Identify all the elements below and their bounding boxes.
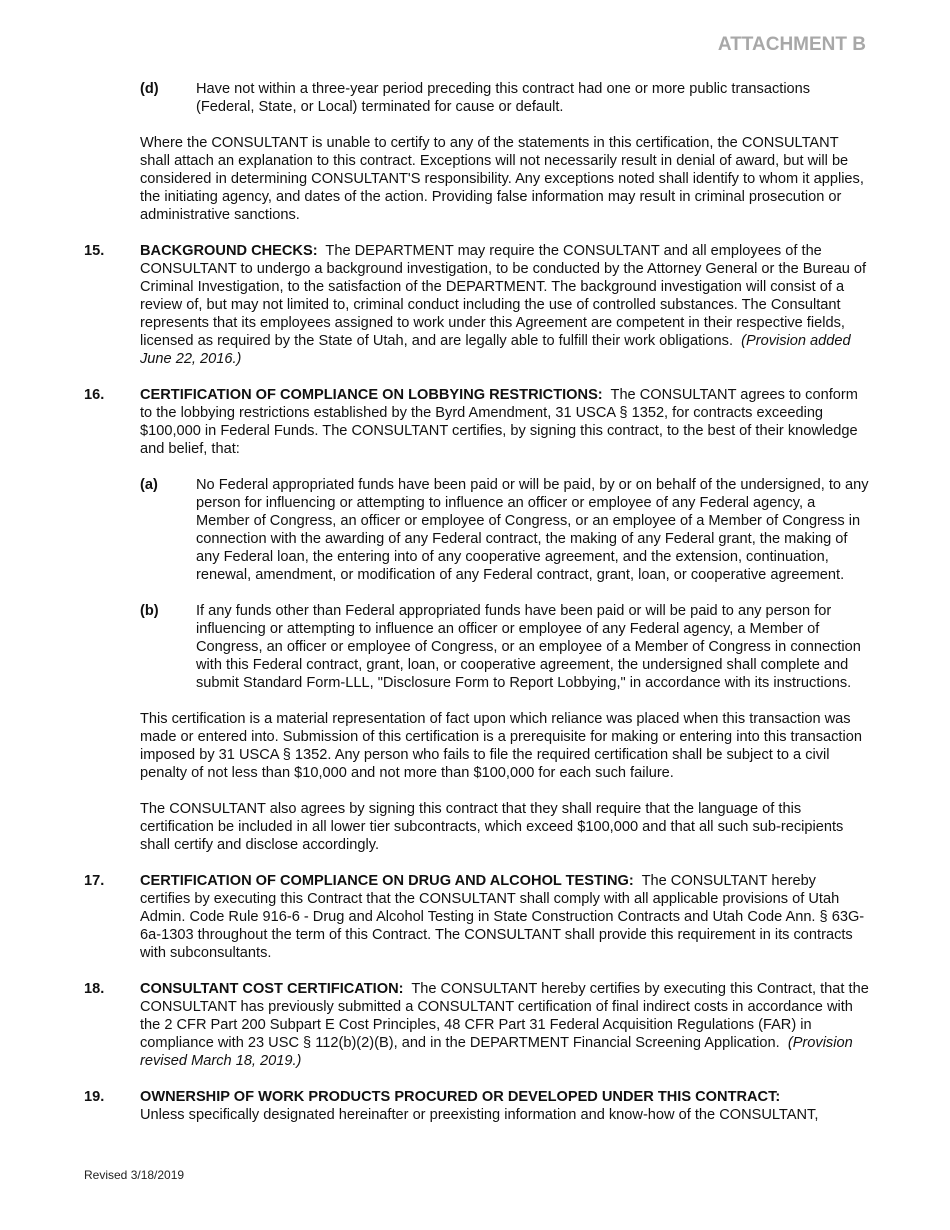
attachment-label: ATTACHMENT B <box>717 34 866 55</box>
section-16-body: The CONSULTANT agrees to conform to the lobbying restrictions established by the Byrd Amendment, 31 USCA § 1352, for contracts exceeding $100,000 in Federal Funds. The CONSULTANT certifies, by signing this contract, to the best of their knowledge and belief, that: <box>140 387 858 457</box>
section-19 <box>84 1088 869 1124</box>
section-18-number: 18. <box>84 981 105 997</box>
section-15-title: BACKGROUND CHECKS: <box>140 243 318 259</box>
section-17-title: CERTIFICATION OF COMPLIANCE ON DRUG AND ALCOHOL TESTING: <box>140 873 634 889</box>
section-15-note: (Provision added June 22, 2016.) <box>140 333 851 367</box>
item-a-text: No Federal appropriated funds have been paid or will be paid, by or on behalf of the undersigned, to any person for influencing or attempting to influence an officer or employee of any Federal agency, a Member of Congress, an officer or employee of Congress, or an employee of a Member of Congress in connection with the awarding of any Federal contract, the making of any Federal grant, the making of any Federal loan, the entering into of any cooperative agreement, and the extension, continuation, renewal, amendment, or modification of any Federal contract, grant, loan, or cooperative agreement. <box>196 477 869 583</box>
section-18 <box>84 980 869 1070</box>
section-15-number: 15. <box>84 243 105 259</box>
item-d-label: (d) <box>140 81 159 97</box>
item-b-label: (b) <box>140 603 159 619</box>
section-16-paragraph-2: The CONSULTANT also agrees by signing this contract that they shall require that the language of this certification be included in all lower tier subcontracts, which exceed $100,000 and that all such sub-recipients shall certify and disclose accordingly. <box>140 801 844 853</box>
section-18-note: (Provision revised March 18, 2019.) <box>140 1035 853 1069</box>
item-b-text: If any funds other than Federal appropriated funds have been paid or will be paid to any person for influencing or attempting to influence an officer or employee of any Federal agency, a Member of Congress, an officer or employee of Congress, or an employee of a Member of Congress in connection with this Federal contract, grant, loan, or cooperative agreement, the undersigned shall complete and submit Standard Form-LLL, "Disclosure Form to Report Lobbying," in accordance with its instructions. <box>196 603 861 691</box>
section-16 <box>84 386 869 458</box>
section-17 <box>84 872 869 962</box>
section-17-number: 17. <box>84 873 105 889</box>
section-17-body: The CONSULTANT hereby certifies by executing this Contract that the CONSULTANT shall comply with all applicable provisions of Utah Admin. Code Rule 916-6 - Drug and Alcohol Testing in State Construction Contracts and Utah Code Ann. § 63G-6a-1303 throughout the term of this Contract. The CONSULTANT shall provide this requirement in its contracts with subconsultants. <box>140 873 865 961</box>
section-15-body: The DEPARTMENT may require the CONSULTANT and all employees of the CONSULTANT to undergo a background investigation, to be conducted by the Attorney General or the Bureau of Criminal Investigation, to the satisfaction of the DEPARTMENT. The background investigation will consist of a review of, but may not limited to, criminal conduct including the use of controlled substances. The Consultant represents that its employees assigned to work under this Agreement are competent in their respective fields, licensed as required by the State of Utah, and are legally able to fulfill their work obligations. <box>140 243 867 349</box>
document-body <box>84 80 869 1124</box>
certification-exception-paragraph: Where the CONSULTANT is unable to certify to any of the statements in this certification, the CONSULTANT shall attach an explanation to this contract. Exceptions will not necessarily result in denial of award, but will be considered in determining CONSULTANT'S responsibility. Any exceptions noted shall identify to whom it applies, the initiating agency, and dates of the action. Providing false information may result in criminal prosecution or administrative sanctions. <box>140 135 864 223</box>
revision-footer: Revised 3/18/2019 <box>84 1168 185 1182</box>
section-16-title: CERTIFICATION OF COMPLIANCE ON LOBBYING RESTRICTIONS: <box>140 387 603 403</box>
section-16-paragraph-1: This certification is a material representation of fact upon which reliance was placed when this transaction was made or entered into. Submission of this certification is a prerequisite for making or entering into this transaction imposed by 31 USCA § 1352. Any person who fails to file the required certification shall be subject to a civil penalty of not less than $10,000 and not more than $100,000 for each such failure. <box>140 711 862 781</box>
item-a-label: (a) <box>140 477 158 493</box>
section-16-number: 16. <box>84 387 105 403</box>
section-16-item-b <box>84 602 869 692</box>
item-d <box>84 80 869 116</box>
section-19-title: OWNERSHIP OF WORK PRODUCTS PROCURED OR DEVELOPED UNDER THIS CONTRACT: <box>140 1089 781 1105</box>
section-15 <box>84 242 869 368</box>
section-18-body: The CONSULTANT hereby certifies by executing this Contract, that the CONSULTANT has previously submitted a CONSULTANT certification of final indirect costs in accordance with the 2 CFR Part 200 Subpart E Cost Principles, 48 CFR Part 31 Federal Acquisition Regulations (FAR) in compliance with 23 USC § 112(b)(2)(B), and in the DEPARTMENT Financial Screening Application. <box>140 981 869 1051</box>
section-18-title: CONSULTANT COST CERTIFICATION: <box>140 981 404 997</box>
section-16-item-a <box>84 476 869 584</box>
section-19-body: Unless specifically designated hereinafter or preexisting information and know-how of the CONSULTANT, <box>140 1107 819 1123</box>
item-d-text: Have not within a three-year period preceding this contract had one or more public transactions (Federal, State, or Local) terminated for cause or default. <box>196 81 811 115</box>
section-19-number: 19. <box>84 1089 105 1105</box>
